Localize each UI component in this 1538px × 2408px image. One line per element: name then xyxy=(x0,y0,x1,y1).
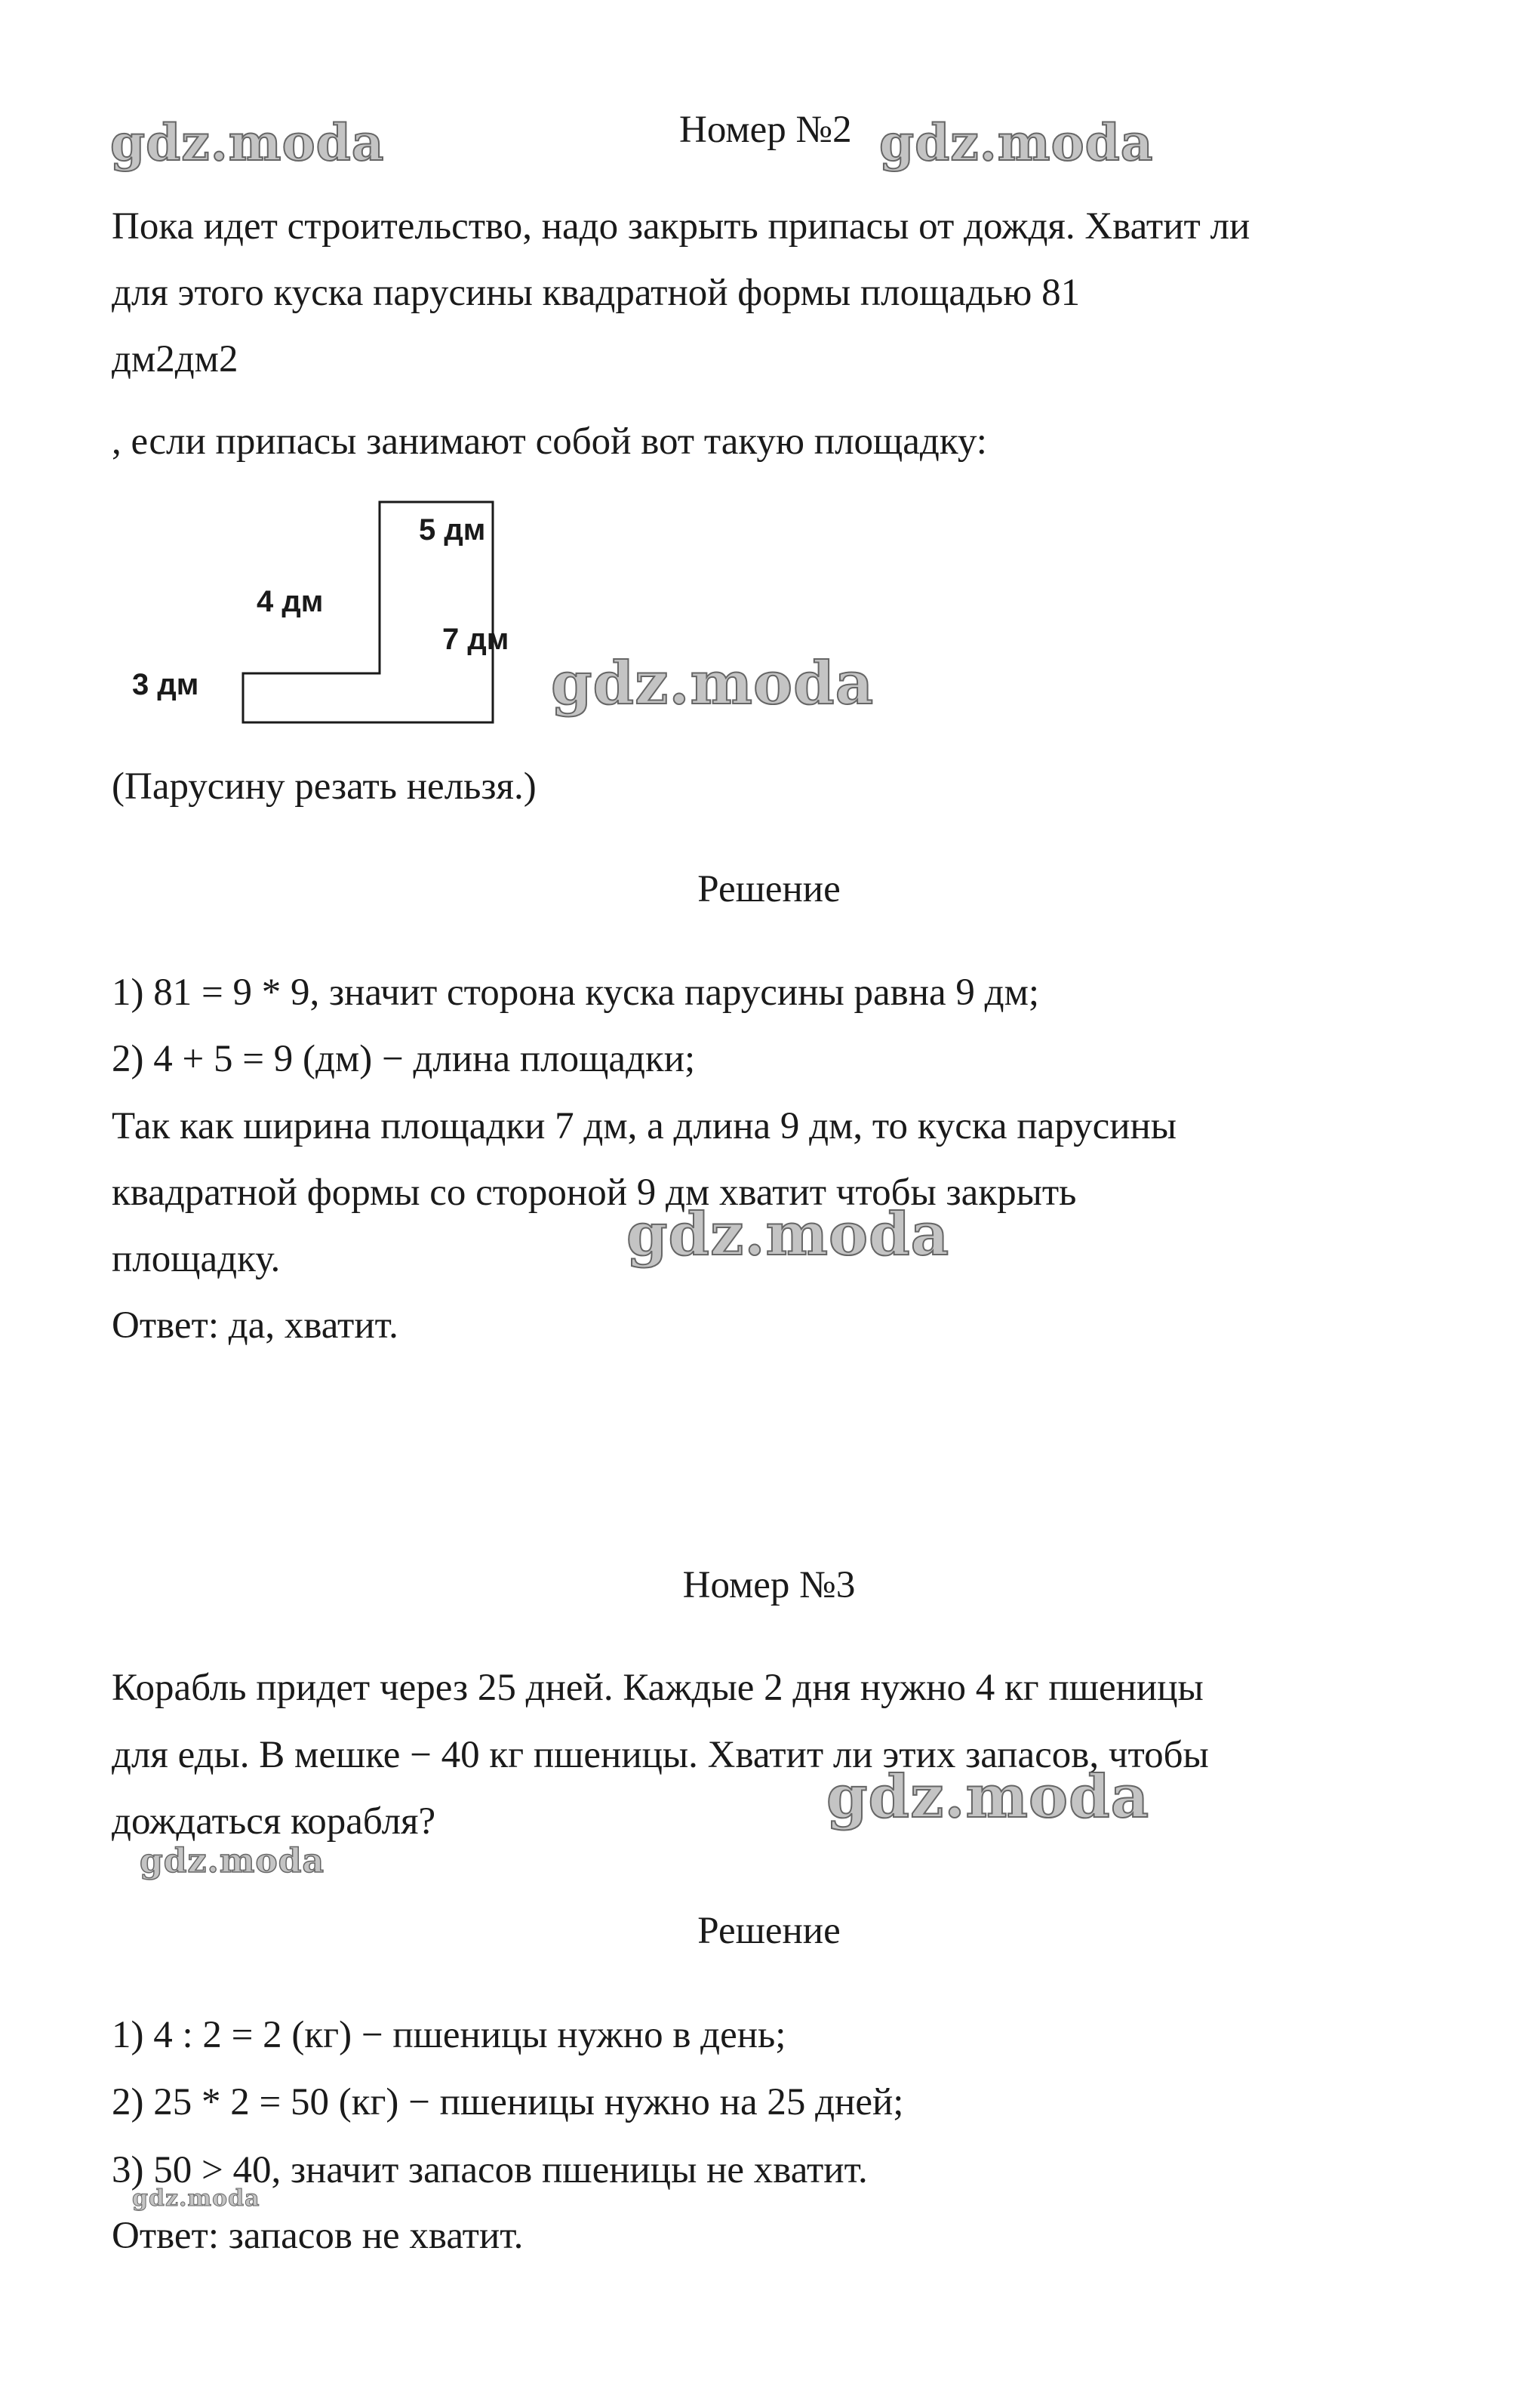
solution-line: 2) 25 * 2 = 50 (кг) − пшеницы нужно на 25 дней; xyxy=(112,2081,904,2123)
watermark: gdz.moda xyxy=(879,113,1154,172)
solution-line: 1) 4 : 2 = 2 (кг) − пшеницы нужно в день; xyxy=(112,2014,786,2056)
problem-text-line: Корабль придет через 25 дней. Каждые 2 дня нужно 4 кг пшеницы xyxy=(112,1667,1204,1709)
problem-text-line: дождаться корабля? xyxy=(112,1800,436,1843)
task-2-title: Номер №2 xyxy=(679,109,852,151)
solution-line: квадратной формы со стороной 9 дм хватит чтобы закрыть xyxy=(112,1172,1077,1214)
solution-line: площадку. xyxy=(112,1238,281,1280)
solution-title: Решение xyxy=(697,868,841,910)
watermark: gdz.moda xyxy=(110,113,385,172)
l-shape-figure xyxy=(113,491,566,740)
problem-text-line: для этого куска парусины квадратной формы площадью 81 xyxy=(112,272,1081,314)
solution-line: 3) 50 > 40, значит запасов пшеницы не хватит. xyxy=(112,2149,868,2191)
label-step: 4 дм xyxy=(257,585,324,618)
watermark: gdz.moda xyxy=(626,1200,950,1269)
task-3-title: Номер №3 xyxy=(682,1564,856,1606)
solution-line: 1) 81 = 9 * 9, значит сторона куска парусины равна 9 дм; xyxy=(112,972,1040,1014)
problem-text-line: дм2дм2 xyxy=(112,338,238,380)
watermark: gdz.moda xyxy=(551,649,875,718)
label-right: 7 дм xyxy=(442,623,509,656)
watermark: gdz.moda xyxy=(140,1842,325,1880)
answer: Ответ: да, хватит. xyxy=(112,1304,398,1347)
solution-line: 2) 4 + 5 = 9 (дм) − длина площадки; xyxy=(112,1038,696,1080)
watermark: gdz.moda xyxy=(826,1763,1150,1831)
problem-text-line: , если припасы занимают собой вот такую площадку: xyxy=(112,420,987,463)
problem-text-line: для еды. В мешке − 40 кг пшеницы. Хватит ли этих запасов, чтобы xyxy=(112,1734,1209,1776)
note: (Парусину резать нельзя.) xyxy=(112,765,537,808)
label-left: 3 дм xyxy=(132,668,199,701)
label-top-right: 5 дм xyxy=(419,513,486,547)
solution-line: Так как ширина площадки 7 дм, а длина 9 дм, то куска парусины xyxy=(112,1105,1177,1147)
watermark: gdz.moda xyxy=(132,2185,260,2212)
problem-text-line: Пока идет строительство, надо закрыть припасы от дождя. Хватит ли xyxy=(112,205,1250,248)
answer: Ответ: запасов не хватит. xyxy=(112,2215,524,2257)
solution-title: Решение xyxy=(697,1910,841,1952)
